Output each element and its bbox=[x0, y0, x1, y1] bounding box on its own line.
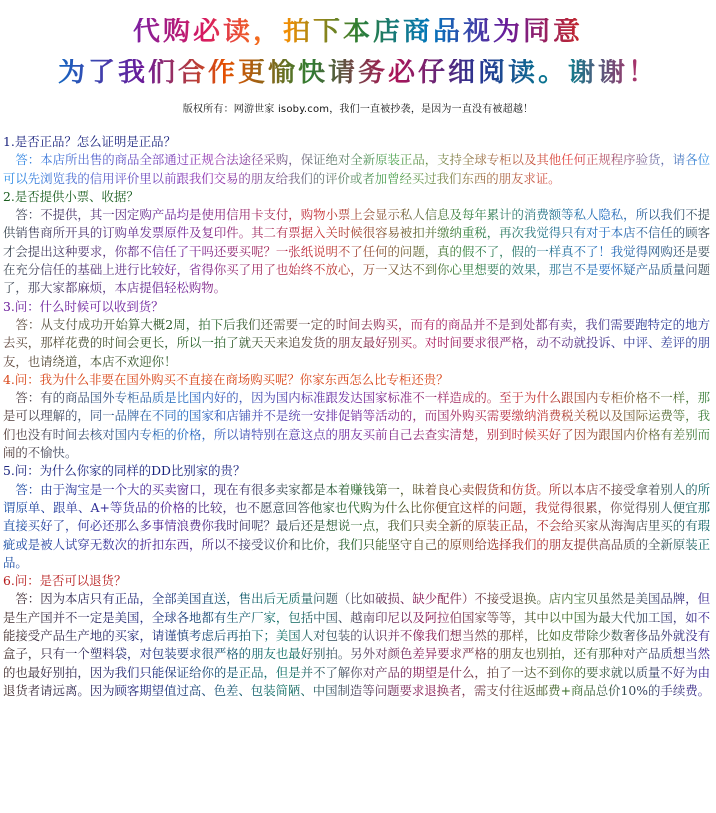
faq-answer-5: 答：由于淘宝是一个大的买卖窗口，现在有很多卖家都是本着赚钱第一，昧着良心卖假货和仿货。所以本店不接受拿着别人的所谓原单、跟单、A+等货品的价格的比较，也不愿意回答他家也代购为什么比你便宜这样的问题，我觉得很累，你觉得别人便宜那直接买好了，何必还那么多事情浪费你我时间呢？最后还是想说一点，我们只卖全新的原装正品，不会给买家从海淘店里买的有瑕疵或是被人试穿无数次的折扣东西，所以不接受议价和比价，我们只能坚守自己的原则给选择我们的朋友提供高品质的全新原装正品。 bbox=[3, 481, 710, 572]
faq-list bbox=[0, 133, 716, 700]
copyright-notice: 版权所有：网游世家 isoby.com，我们一直被抄袭，是因为一直没有被超越！ bbox=[182, 104, 534, 115]
faq-answer-6: 答：因为本店只有正品，全部美国直送，售出后无质量问题（比如破损、缺少配件）不接受退换。店内宝贝虽然是美国品牌，但是生产国并不一定是美国，全球各地都有生产厂家，包括中国、越南印尼以及阿拉伯国家等等，其中以中国为最大代加工国，如不能接受产品生产地的买家，请谨慎考虑后再拍下；美国人对包装的认识并不像我们想当然的那样，比如皮带除少数奢侈品外就没有盒子，只有一个塑料袋，对包装要求很严格的朋友也最好别拍。另外对颜色差异要求严格的朋友也别拍，还有那种对产品质想当然的也最好别拍，因为我们只能保证给你的是正品，但是并不了解你对产品的期望是什么，拍了一达不到你的要求就以质量不好为由退货者请远离。因为顾客期望值过高、色差、包装简陋、中国制造等问题要求退换者，需支付往返邮费+商品总价10%的手续费。 bbox=[3, 590, 710, 700]
title-line-2: 为了我们合作更愉快请务必仔细阅读。谢谢！ bbox=[58, 57, 658, 88]
faq-answer-1: 答：本店所出售的商品全部通过正规合法途径采购，保证绝对全新原装正品，支持全球专柜以及其他任何正规程序验货，请各位可以先浏览我的信用评价里以前跟我们交易的朋友给我们的评价或者加曾经买过我们东西的朋友求证。 bbox=[3, 151, 710, 188]
header bbox=[0, 0, 716, 115]
faq-question-6: 6.问：是否可以退货？ bbox=[3, 573, 127, 589]
faq-question-1: 1.是否正品？怎么证明是正品？ bbox=[3, 134, 176, 149]
faq-question-5: 5.问：为什么你家的同样的DD比别家的贵？ bbox=[3, 463, 246, 479]
faq-answer-4: 答：有的商品国外专柜品质是比国内好的，因为国内标准跟发达国家标准不一样造成的。至于为什么跟国内专柜价格不一样，那是可以理解的，同一品牌在不同的国家和店铺并不是统一安排促销等活动的，而国外购买需要缴纳消费税关税以及国际运费等，我们也没有时间去核对国内专柜的价格，所以请特别在意这点的朋友买前自己去查实清楚，别到时候买好了因为跟国内价格有差别而闹的不愉快。 bbox=[3, 389, 710, 462]
faq-question-3: 3.问：什么时候可以收到货？ bbox=[3, 298, 164, 314]
faq-answer-2: 答：不提供，其一因定购产品均是使用信用卡支付，购物小票上会显示私人信息及每年累计的消费额等私人隐私，所以我们不提供销售商所开具的订购单发票原件及复印件。其二有票据入关时候很容易被扣并缴纳重税，再次我觉得只有对于本店不信任的顾客才会提出这种要求，你都不信任了干吗还要买呢？一张纸说明不了任何的问题，真的假不了，假的一样真不了！我觉得网购还是要在充分信任的基础上进行比较好，省得你买了用了也始终不放心，万一又达不到你心里想要的效果，那岂不是要怀疑产品质量问题了，那大家都麻烦，本店提倡轻松购物。 bbox=[3, 206, 710, 297]
faq-answer-3: 答：从支付成功开始算大概2周，拍下后我们还需要一定的时间去购买，而有的商品并不是到处都有卖，我们需要跑特定的地方去买，那样花费的时间会更长，所以一拍了就天天来追发货的朋友最好别买。对时间要求很严格，动不动就投诉、中评、差评的朋友，也请绕道，本店不欢迎你！ bbox=[3, 316, 710, 371]
title-line-1: 代购必读，拍下本店商品视为同意 bbox=[133, 16, 583, 47]
faq-question-2: 2.是否提供小票、收据？ bbox=[3, 188, 139, 204]
faq-question-4: 4.问：我为什么非要在国外购买不直接在商场购买呢？你家东西怎么比专柜还贵？ bbox=[3, 371, 449, 387]
